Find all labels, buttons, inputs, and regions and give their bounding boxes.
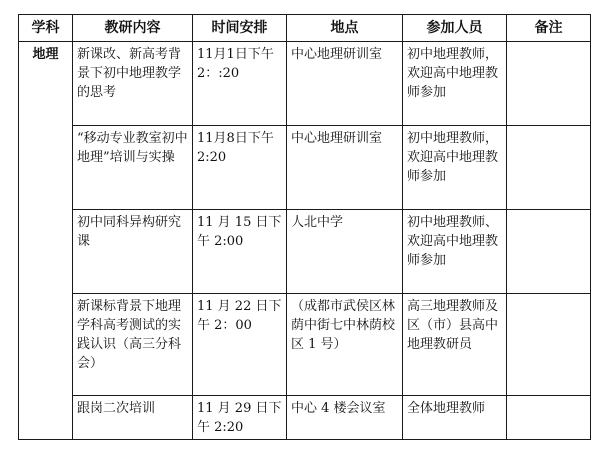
people-cell: 初中地理教师，欢迎高中地理教师参加: [403, 42, 507, 126]
content-cell: “移动专业教室初中地理”培训与实操: [73, 126, 193, 210]
schedule-document: [18, 14, 590, 440]
content-cell: 跟岗二次培训: [73, 396, 193, 440]
people-cell: 初中地理教师，欢迎高中地理教师参加: [403, 126, 507, 210]
subject-cell: 地理: [19, 42, 73, 440]
content-cell: 初中同科异构研究课: [73, 210, 193, 294]
place-cell: 人北中学: [287, 210, 403, 294]
time-cell: 11月8日下午 2:20: [193, 126, 287, 210]
place-cell: 中心 4 楼会议室: [287, 396, 403, 440]
place-cell: 中心地理研训室: [287, 126, 403, 210]
header-time: 时间安排: [193, 15, 287, 42]
time-cell: 11月1日下午 2：:20: [193, 42, 287, 126]
header-subject: 学科: [19, 15, 73, 42]
header-note: 备注: [507, 15, 591, 42]
people-cell: 初中地理教师、欢迎高中地理教师参加: [403, 210, 507, 294]
place-cell: 中心地理研训室: [287, 42, 403, 126]
table-row: [19, 294, 591, 396]
header-people: 参加人员: [403, 15, 507, 42]
note-cell: [507, 396, 591, 440]
time-cell: 11 月 15 日下午 2:00: [193, 210, 287, 294]
table-row: [19, 42, 591, 126]
table-row: [19, 396, 591, 440]
note-cell: [507, 42, 591, 126]
header-content: 教研内容: [73, 15, 193, 42]
table-row: [19, 210, 591, 294]
schedule-table: [18, 14, 591, 440]
content-cell: 新课改、新高考背景下初中地理教学的思考: [73, 42, 193, 126]
note-cell: [507, 126, 591, 210]
header-place: 地点: [287, 15, 403, 42]
time-cell: 11 月 22 日下午 2：00: [193, 294, 287, 396]
people-cell: 高三地理教师及区（市）县高中地理教研员: [403, 294, 507, 396]
note-cell: [507, 210, 591, 294]
time-cell: 11 月 29 日下午 2:20: [193, 396, 287, 440]
header-row: [19, 15, 591, 42]
place-cell: （成都市武侯区林荫中街七中林荫校区 1 号）: [287, 294, 403, 396]
people-cell: 全体地理教师: [403, 396, 507, 440]
note-cell: [507, 294, 591, 396]
content-cell: 新课标背景下地理学科高考测试的实践认识（高三分科会）: [73, 294, 193, 396]
table-row: [19, 126, 591, 210]
